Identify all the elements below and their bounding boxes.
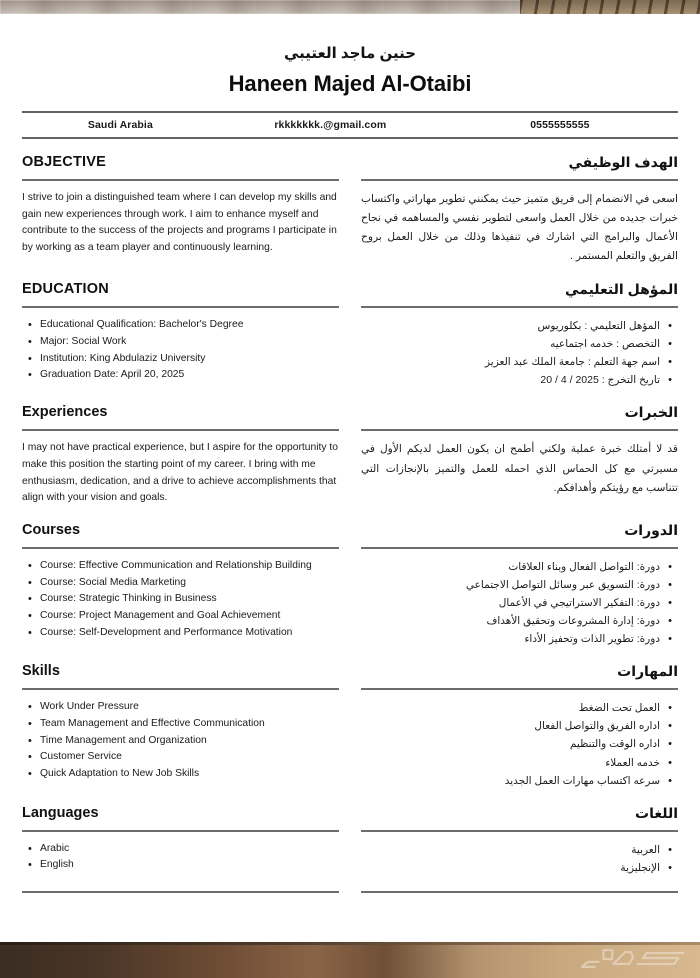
education-rule-ar <box>361 306 678 308</box>
resume-header <box>22 14 678 139</box>
courses-title-ar: الدورات <box>624 522 678 539</box>
list-item: • دورة: التفكير الاستراتيجي في الأعمال <box>361 594 660 612</box>
footer-rules <box>22 891 678 893</box>
list-item: • اداره الوقت والتنظيم <box>361 735 660 753</box>
objective-rule-en <box>22 179 339 181</box>
experiences-arabic-column <box>361 405 678 507</box>
list-item: • اداره الفريق والتواصل الفعال <box>361 717 660 735</box>
objective-text-en: I strive to join a distinguished team where I can develop my skills and gain new experiences through work. I aim to enhance myself and contribute to the success of the projects and programs I participate in by working as a team player and continuously learning. <box>22 192 337 254</box>
list-item: • Arabic <box>40 841 339 858</box>
experiences-rule-en <box>22 429 339 431</box>
objective-title-en: OBJECTIVE <box>22 154 106 170</box>
skills-title-ar: المهارات <box>617 663 678 680</box>
languages-list-ar <box>361 841 678 877</box>
list-item: • Major: Social Work <box>40 334 339 351</box>
courses-rule-ar <box>361 547 678 549</box>
skills-list-en <box>22 699 339 782</box>
objective-rule-ar <box>361 179 678 181</box>
list-item: • Time Management and Organization <box>40 733 339 750</box>
skills-rule-en <box>22 688 339 690</box>
contact-bar <box>22 111 678 139</box>
list-item: • اسم جهة التعلم : جامعة الملك عبد العزيز <box>361 353 660 371</box>
list-item: • Work Under Pressure <box>40 699 339 716</box>
list-item: • المؤهل التعليمي : بكلوريوس <box>361 317 660 335</box>
languages-arabic-column <box>361 806 678 877</box>
resume-page <box>0 14 700 942</box>
list-item: • Institution: King Abdulaziz University <box>40 351 339 368</box>
section-objective <box>22 155 678 266</box>
section-skills <box>22 664 678 789</box>
list-item: • Team Management and Effective Communication <box>40 716 339 733</box>
top-strip-right-fragment <box>520 0 700 14</box>
education-english-column <box>22 282 339 389</box>
courses-list-ar <box>361 558 678 648</box>
experiences-title-en: Experiences <box>22 404 108 421</box>
section-education <box>22 282 678 389</box>
experiences-text-en: I may not have practical experience, but I aspire for the opportunity to make this position the starting point of my career. I bring with me enthusiasm, dedication, and a drive to achieve accomplishments that align with your vision and goals. <box>22 442 338 504</box>
list-item: • Course: Self-Development and Performance Motivation <box>40 625 339 642</box>
bottom-photo-strip <box>0 942 700 978</box>
list-item: • دورة: تطوير الذات وتحفيز الأداء <box>361 630 660 648</box>
languages-rule-ar <box>361 830 678 832</box>
courses-title-en: Courses <box>22 522 81 539</box>
top-photo-strip <box>0 0 700 14</box>
objective-text-ar: اسعى في الانضمام إلى فريق متميز حيث يمكنني تطوير مهاراتي واكتساب خبرات جديده من خلال العمل واسعى لتطوير نفسي والمساهمه في نجاح الأعمال والبرامج التي اشارك في تنفيذها وذلك من خلال العمل بروح الفريق والتعلم المستمر . <box>361 193 678 263</box>
candidate-name-arabic: حنين ماجد العتيبي <box>283 45 417 62</box>
courses-rule-en <box>22 547 339 549</box>
courses-arabic-column <box>361 523 678 648</box>
list-item: • Educational Qualification: Bachelor's Degree <box>40 317 339 334</box>
list-item: • Customer Service <box>40 749 339 766</box>
footer-rule-left <box>22 891 339 893</box>
list-item: • دورة: إدارة المشروعات وتحقيق الأهداف <box>361 612 660 630</box>
skills-title-en: Skills <box>22 663 60 680</box>
list-item: • دورة: التسويق عبر وسائل التواصل الاجتماعي <box>361 576 660 594</box>
section-languages <box>22 806 678 877</box>
contact-phone[interactable]: 0555555555 <box>530 119 590 131</box>
list-item: • Course: Social Media Marketing <box>40 575 339 592</box>
section-courses <box>22 523 678 648</box>
list-item: • العربية <box>361 841 660 859</box>
experiences-text-ar: قد لا أمتلك خبرة عملية ولكني أطمح ان يكون العمل لديكم الأول في مسيرتي مع كل الحماس الذي احمله للعمل والتميز بالإنجازات التي تتناسب مع رؤيتكم وأهدافكم. <box>361 443 678 494</box>
languages-list-en <box>22 841 339 874</box>
list-item: • Course: Effective Communication and Relationship Building <box>40 558 339 575</box>
education-list-en <box>22 317 339 384</box>
list-item: • التخصص : خدمه اجتماعيه <box>361 335 660 353</box>
education-title-ar: المؤهل التعليمي <box>565 281 678 298</box>
skills-rule-ar <box>361 688 678 690</box>
candidate-name-english: Haneen Majed Al-Otaibi <box>228 71 472 96</box>
objective-title-ar: الهدف الوظيفي <box>568 154 678 170</box>
list-item: • الإنجليزية <box>361 859 660 877</box>
education-list-ar <box>361 317 678 389</box>
experiences-rule-ar <box>361 429 678 431</box>
languages-title-en: Languages <box>22 804 99 821</box>
contact-location: Saudi Arabia <box>87 119 153 131</box>
contact-email[interactable]: rkkkkkkk.@gmail.com <box>274 119 387 131</box>
education-arabic-column <box>361 282 678 389</box>
list-item: • تاريخ التخرج : 2025 / 4 / 20 <box>361 371 660 389</box>
haraj-watermark-icon <box>574 944 692 974</box>
list-item: • Graduation Date: April 20, 2025 <box>40 367 339 384</box>
objective-arabic-column <box>361 155 678 266</box>
education-rule-en <box>22 306 339 308</box>
experiences-english-column <box>22 405 339 507</box>
skills-english-column <box>22 664 339 789</box>
list-item: • سرعه اكتساب مهارات العمل الجديد <box>361 772 660 790</box>
list-item: • دورة: التواصل الفعال وبناء العلاقات <box>361 558 660 576</box>
courses-list-en <box>22 558 339 641</box>
courses-english-column <box>22 523 339 648</box>
objective-english-column <box>22 155 339 266</box>
skills-list-ar <box>361 699 678 789</box>
experiences-title-ar: الخبرات <box>624 404 678 421</box>
footer-rule-right <box>361 891 678 893</box>
skills-arabic-column <box>361 664 678 789</box>
list-item: • Quick Adaptation to New Job Skills <box>40 766 339 783</box>
list-item: • Course: Project Management and Goal Achievement <box>40 608 339 625</box>
list-item: • العمل تحت الضغط <box>361 699 660 717</box>
list-item: • Course: Strategic Thinking in Business <box>40 591 339 608</box>
languages-english-column <box>22 806 339 877</box>
education-title-en: EDUCATION <box>22 281 109 298</box>
languages-rule-en <box>22 830 339 832</box>
section-experiences <box>22 405 678 507</box>
languages-title-ar: اللغات <box>635 804 678 821</box>
list-item: • English <box>40 857 339 874</box>
list-item: • خدمه العملاء <box>361 754 660 772</box>
